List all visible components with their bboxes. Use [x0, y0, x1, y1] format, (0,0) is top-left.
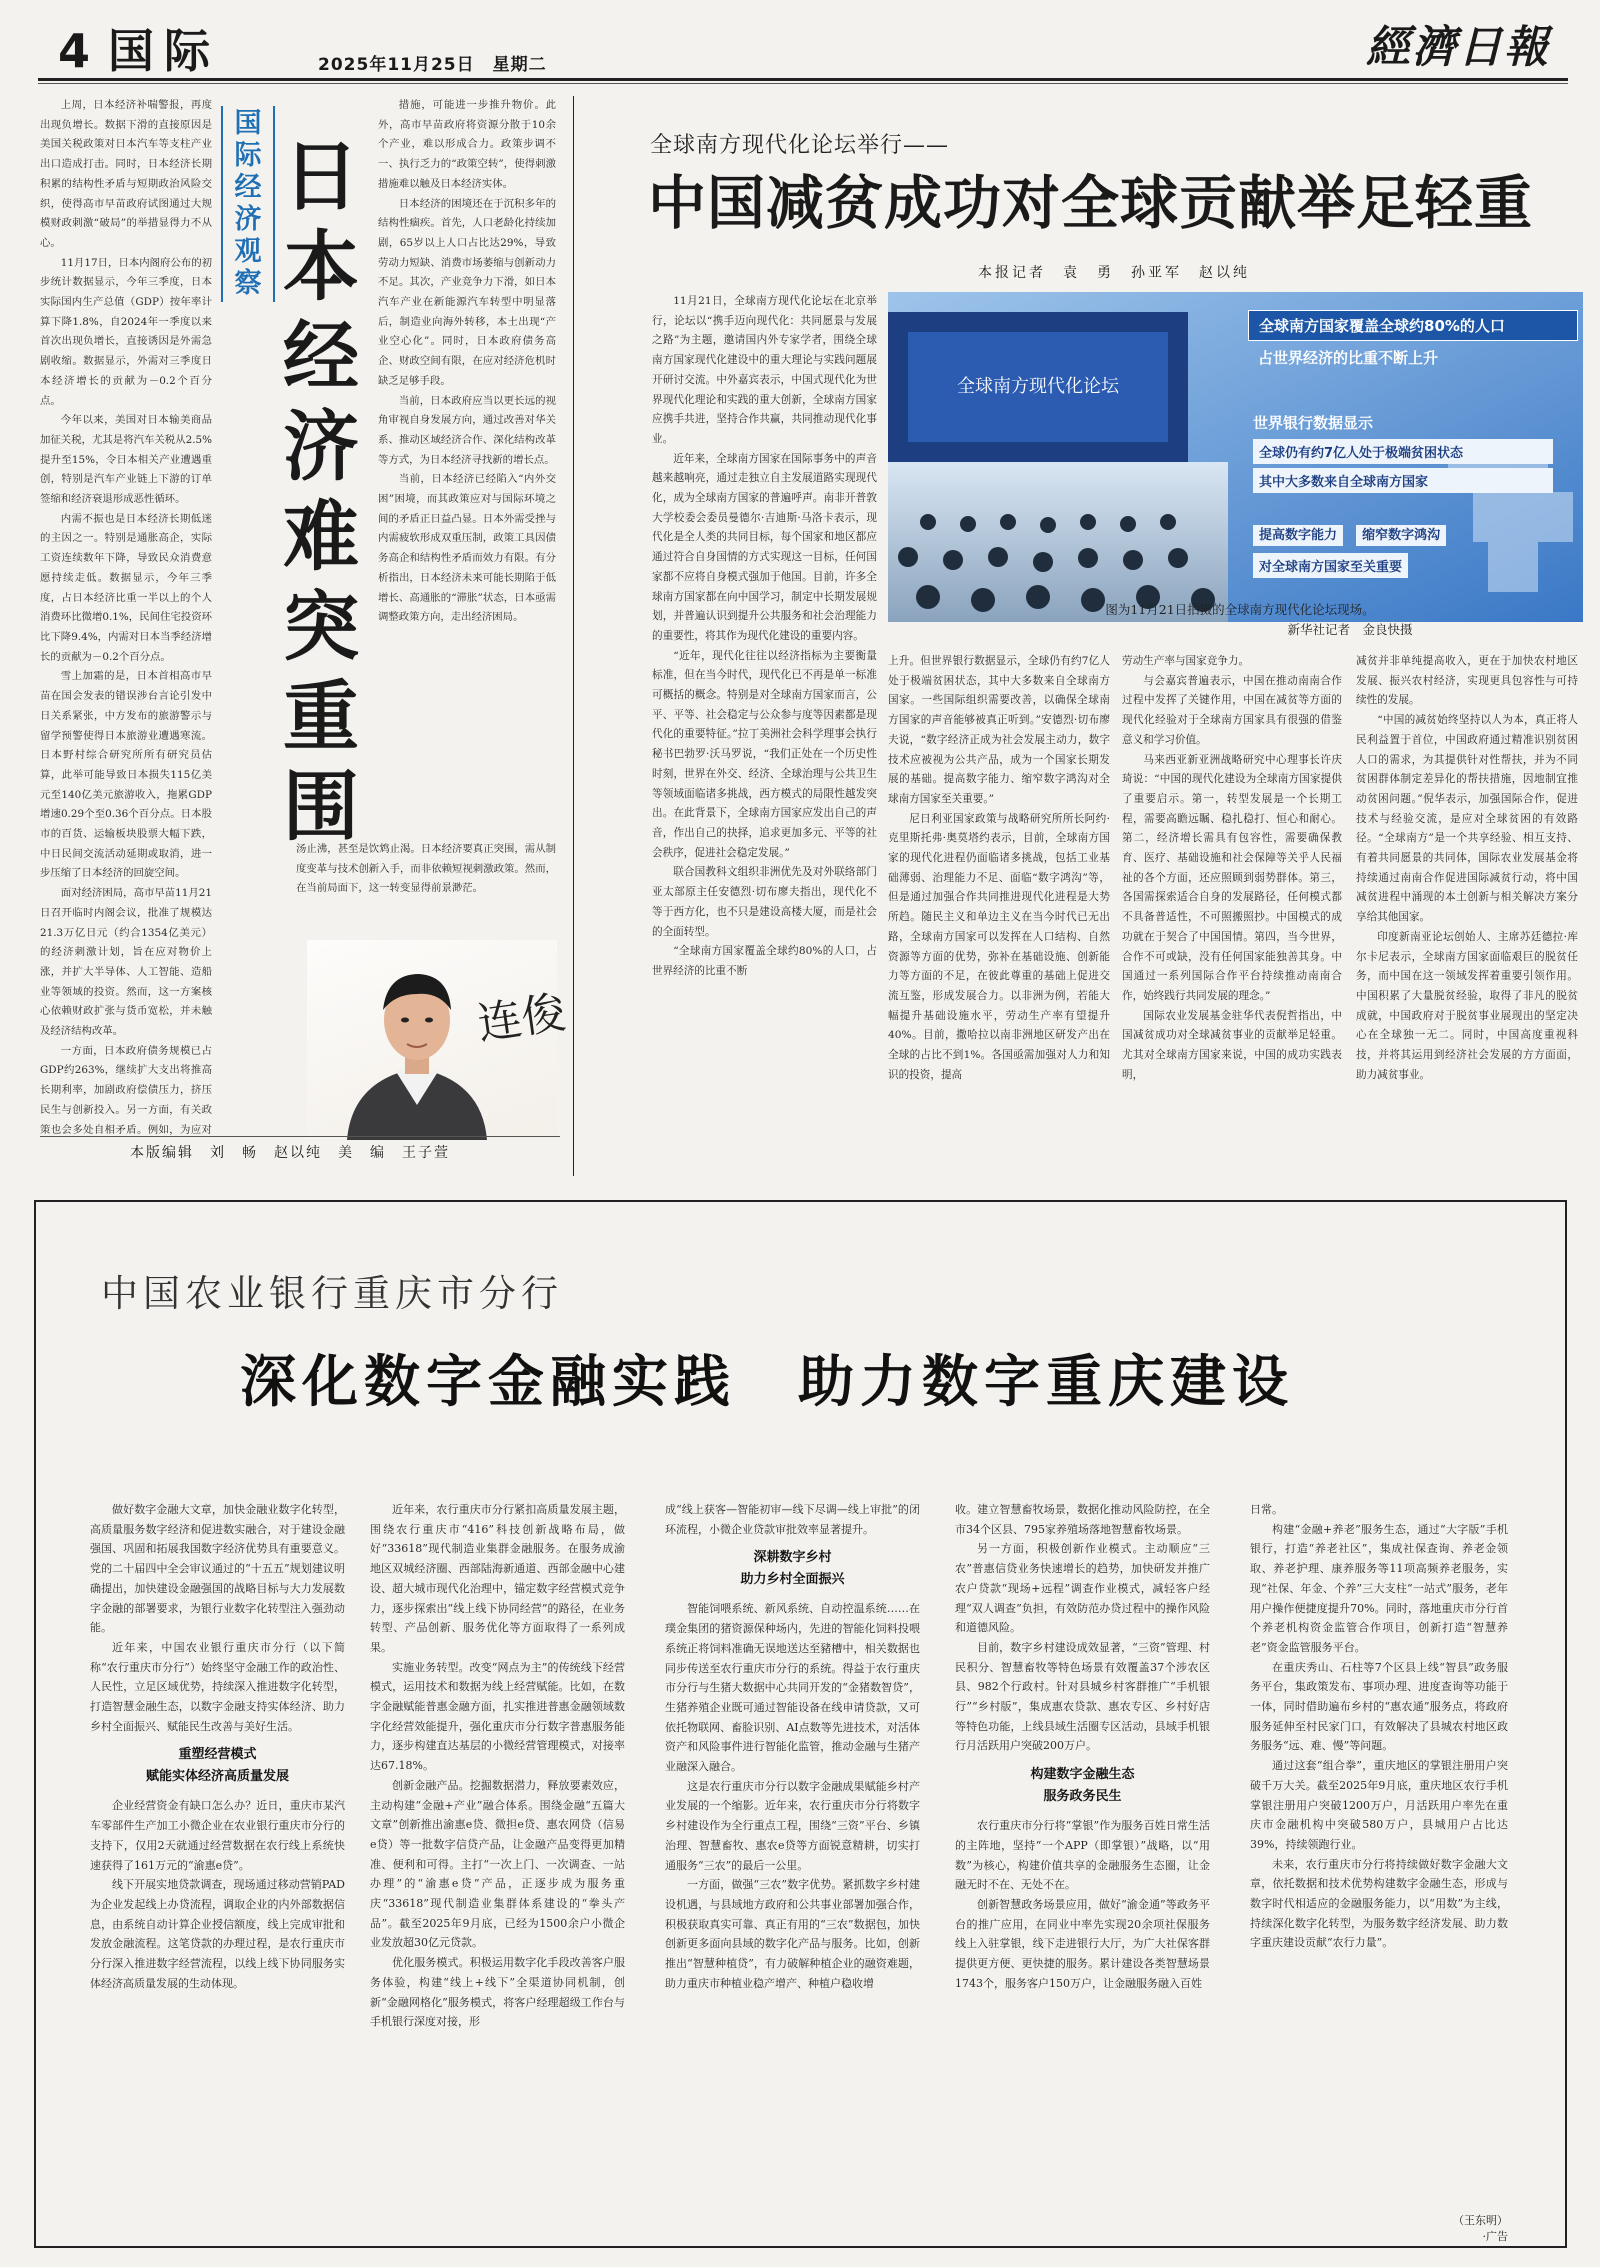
japan-bottom-rule — [40, 1136, 560, 1137]
column-kicker: 国际经济观察 — [221, 106, 275, 302]
paragraph: 上周，日本经济补喘警报，再度出现负增长。数据下滑的直接原因是美国关税政策对日本汽车等支柱产业出口造成打击。同时，日本经济长期积累的结构性矛盾与短期政治风险交织，使得高市早苗政府试图通过大规模财政刺激“破局”的举措显得力不从心。 — [40, 99, 212, 249]
poverty-kicker: 全球南方现代化论坛举行—— — [650, 133, 950, 158]
signature-text: （王东明） — [1453, 2214, 1508, 2227]
header-rule — [38, 78, 1568, 81]
paragraph: 优化服务模式。积极运用数字化手段改善客户服务体验，构建“线上+线下”全渠道协同机制，创新“金融网格化”服务模式，将客户经理超级工作台与手机银行深度对接，形 — [370, 1956, 625, 2029]
paragraph: 马来西亚新亚洲战略研究中心理事长许庆琦说：“中国的现代化建设为全球南方国家提供了重要启示。第一，转型发展是一个长期工程，需要高瞻远瞩、稳扎稳打、恒心和耐心。第二，经济增长需具有包容性，需要确保教育、医疗、基础设施和社会保障等关乎人民福祉的各个方面，还应照顾到弱势群体。第三，各国需探索适合自身的发展路径，任何模式都不具备普适性，不可照搬照抄。中国模式的成功就在于契合了中国国情。第四，当今世界，合作不可或缺，没有任何国家能独善其身。中国通过一系列国际合作平台持续推动南南合作，始终践行共同发展的理念。” — [1122, 753, 1342, 1002]
paragraph: 智能饲喂系统、新风系统、自动控温系统……在璞金集团的猪资源保种场内，先进的智能化饲料投喂系统正将饲料准确无误地送达至豬槽中，相关数据也同步传送至农行重庆市分行的系统。得益于农行重庆市分行与生猪大数据中心共同开发的“金猪数智贷”，生猪养殖企业既可通过智能设备在线申请贷款，又可依托物联网、畜脸识别、AI点数等先进技术，对活体资产和风险事件进行智能化监管，推动金融与生猪产业融深入融合。 — [665, 1602, 920, 1774]
subhead-line: 赋能实体经济高质量发展 — [145, 1769, 289, 1785]
poverty-column-a — [652, 292, 877, 1176]
banner-line-1: 全球南方国家覆盖全球约80%的人口 — [1248, 310, 1578, 341]
paragraph: 目前，数字乡村建设成效显著，“三资”管理、村民积分、智慧畜牧等特色场景有效覆盖37个涉农区县、982个行政村。针对县城乡村客群推广“手机银行”“乡村版”，集成惠农贷款、惠农专区、乡村好店等特色功能，上线县域生活圈专区活动，县域手机银行月活跃用户突破200万户。 — [955, 1640, 1210, 1753]
paragraph: 一方面，日本政府债务规模已占GDP约263%，继续扩大支出将推高长期利率，加剧政府偿债压力，挤压民生与创新投入。另一方面，有关政策也会多处自相矛盾。例如，为应对 — [40, 1044, 212, 1136]
ad-mark: ·广告 — [1482, 2230, 1508, 2243]
poverty-column-b — [888, 652, 1110, 1176]
poverty-byline: 本报记者 袁 勇 孙亚军 赵以纯 — [978, 265, 1250, 281]
paragraph: 劳动生产率与国家竞争力。 — [1122, 655, 1250, 667]
ad-title: 深化数字金融实践 助力数字重庆建设 — [240, 1349, 1294, 1415]
ad-subhead — [665, 1547, 920, 1591]
page-editor-credit: 本版编辑 刘 畅 赵以纯 美 编 王子萱 — [130, 1145, 450, 1161]
paragraph: 内需不振也是日本经济长期低迷的主因之一。特别是通胀高企，实际工资连续数年下降，导致民众消费意愿持续走低。数据显示，今年三季度，占日本经济比重一半以上的个人消费环比微增0.1%，民间住宅投资环比下降9.4%，内需对日本当季经济增长的贡献为－0.2个百分点。 — [40, 512, 212, 663]
paragraph: 创新智慧政务场景应用，做好“渝金通”等政务平台的推广应用，在同业中率先实现20余项社保服务线上入驻掌银，线下走进银行大厅，为广大社保客群提供更方便、更快捷的服务。累计建设各类智慧场景1743个，服务客户150万户，让金融服务融入百姓 — [955, 1897, 1210, 1990]
paragraph: 上升。但世界银行数据显示，全球仍有约7亿人处于极端贫困状态，其中大多数来自全球南方国家。一些国际组织需要改善，以确保全球南方国家的声音能够被真正听到。”安德烈·切布廖夫说，“数字经济正成为社会发展主动力，数字技术应被视为公共产品，成为一个国家长期发展的基础。提高数字能力、缩窄数字鸿沟对全球南方国家至关重要。” — [888, 655, 1110, 805]
paragraph: 在重庆秀山、石柱等7个区县上线“智县”政务服务平台，集政策发布、事项办理、进度查询等功能于一体，同时借助遍布乡村的“惠农通”服务点，将政府服务延伸至村民家门口，有效解决了县城农村地区政务服务“远、难、慢”等问题。 — [1250, 1660, 1508, 1753]
forum-photo — [888, 292, 1583, 622]
paragraph: 当前，日本经济已经陷入“内外交困”困境，而其政策应对与国际环境之间的矛盾正日益凸显。日本外需受挫与内需疲软形成双重压制，政策工具因债务高企和结构性矛盾而效力有限。有分析指出，日本经济未来可能长期陷于低增长、高通胀的“滞胀”状态，日本亟需调整政策方向，走出经济困局。 — [378, 473, 556, 624]
tag-row — [1253, 524, 1563, 578]
paragraph: 近年来，农行重庆市分行紧扣高质量发展主题，围绕农行重庆市“416”科技创新战略布局，做好“33618”现代制造业集群金融服务。在服务成渝地区双城经济圈、西部陆海新通道、西部金融中心建设、超大城市现代化治理中，锚定数字经营模式竞争力，逐步探索出“线上线下协同经营”的路径，在业务转型、产品创新、服务优化等方面取得了一系列成果。 — [370, 1503, 625, 1654]
ad-column-1 — [90, 1500, 345, 2212]
paragraph: 减贫并非单纯提高收入，更在于加快农村地区发展、振兴农村经济，实现更具包容性与可持续性的发展。 — [1356, 655, 1578, 707]
paragraph: 雪上加霜的是，日本首相高市早苗在国会发表的错误涉台言论引发中日关系紧张，中方发布的旅游警示与留学预警使得日本旅游业遭遇寒流。日本野村综合研究所所有研究员估算，此举可能导致日本损失115亿美元至140亿美元旅游收入，拖累GDP增速0.29个至0.36个百分点。日本股市的百货、运输板块股票大幅下跌，中日民间交流活动延期或取消，进一步压缩了日本经济的回旋空间。 — [40, 670, 212, 880]
paragraph: “近年，现代化往往以经济指标为主要衡量标准，但在当今时代，现代化已不再是单一标准可概括的概念。特别是对全球南方国家而言，公平、平等、社会稳定与公众参与度等因素都是现代化的重要特征。”拉丁美洲社会科学理事会执行秘书巴勃罗·沃马罗说，“我们正处在一个历史性时刻，世界在外交、经济、全球治理与公共卫生等领域面临诸多挑战，西方模式的局限性越发突出。在此背景下，全球南方国家应发出自己的声音，作出自己的抉择，追求更加多元、平等的社会秩序，促进社会稳定发展。” — [652, 649, 877, 859]
photo-tag: 提高数字能力 — [1253, 525, 1343, 546]
paragraph: 印度新南亚论坛创始人、主席苏廷德拉·库尔卡尼表示，全球南方国家面临艰巨的脱贫任务，而中国在这一领域发挥着重要引领作用。中国积累了大量脱贫经验，取得了非凡的脱贫成就，中国政府对于脱贫事业展现出的坚定决心在全球独一无二。同时，中国高度重视科技，并将其运用到经济社会发展的方方面面，助力减贫事业。 — [1356, 930, 1578, 1081]
paragraph: 国际农业发展基金驻华代表倪哲指出，中国减贫成功对全球减贫事业的贡献举足轻重。尤其对全球南方国家来说，中国的成功实践表明， — [1122, 1009, 1342, 1081]
paragraph: 农行重庆市分行将“掌银”作为服务百姓日常生活的主阵地，坚持“一个APP（即掌银）”战略，以“用数”为核心，构建价值共享的金融服务生态圈，让金融无时不在、无处不在。 — [955, 1819, 1210, 1892]
paragraph: 11月21日，全球南方现代化论坛在北京举行，论坛以“携手迈向现代化：共同愿景与发展之路”为主题，邀请国内外专家学者，围绕全球南方国家现代化建设中的重大理论与实践问题展开研讨交流。中外嘉宾表示，中国式现代化为世界现代化理论和实践的重大创新，全球南方国家应携手共进，坚持合作共赢，共同推动现代化事业。 — [652, 295, 877, 445]
subhead-line: 服务政务民生 — [1043, 1789, 1122, 1805]
paragraph: “全球南方国家覆盖全球约80%的人口，占世界经济的比重不断 — [652, 945, 877, 977]
paragraph: 措施，可能进一步推升物价。此外，高市早苗政府将资源分散于10余个产业，难以形成合力。政策步调不一、执行乏力的“政策空转”，使得刺激措施难以触及日本经济实体。 — [378, 99, 556, 190]
paragraph: 与会嘉宾普遍表示，中国在推动南南合作过程中发挥了关键作用，中国在减贫等方面的现代化经验对于全球南方国家具有很强的借鉴意义和学习价值。 — [1122, 674, 1342, 746]
ad-column-4 — [955, 1500, 1210, 2212]
subhead-line: 重塑经营模式 — [178, 1747, 257, 1763]
photo-tag: 缩窄数字鸿沟 — [1356, 525, 1446, 546]
paragraph: 汤止沸，甚至是饮鸩止渴。日本经济要真正突围，需从制度变革与技术创新入手，而非依赖短视刺激政策。然而，在当前局面下，这一转变显得前景渺茫。 — [296, 843, 556, 895]
section-title: 国际 — [108, 24, 220, 78]
paragraph: “中国的减贫始终坚持以人为本，真正将人民利益置于首位，中国政府通过精准识别贫困人口的需求，为其提供针对性帮扶，并为不同贫困群体制定差异化的帮扶措施，因地制宜推动贫困问题。”倪华表示，加强国际合作，促进技术与经验交流，是应对全球贫困的有效路径。“全球南方”是一个共享经验、相互支持、有着共同愿景的共同体，国际农业发展基金将持续通过南南合作促进国际减贫行动，将中国减贫进程中涌现的本土创新与相关解决方案分享给其他国家。 — [1356, 714, 1578, 924]
paragraph: 企业经营资金有缺口怎么办？近日，重庆市某汽车零部件生产加工小微企业在农业银行重庆市分行的支持下，仅用2天就通过经营数据在农行线上系统快速获得了161万元的“渝惠e贷”。 — [90, 1799, 345, 1872]
column-separator — [573, 96, 574, 1176]
ad-column-2 — [370, 1500, 625, 2212]
banner-line-2: 占世界经济的比重不断上升 — [1258, 349, 1439, 367]
data-box — [1253, 412, 1553, 493]
paragraph: 今年以来，美国对日本输美商品加征关税，尤其是将汽车关税从2.5%提升至15%，令日本相关产业遭遇重创，特别是汽车产业链上下游的订单签缩和经济衰退形成恶性循环。 — [40, 414, 212, 506]
photo-tag-last: 对全球南方国家至关重要 — [1253, 553, 1408, 578]
ad-signature — [1453, 2212, 1508, 2244]
paragraph: 尼日利亚国家政策与战略研究所所长阿约·克里斯托弗·奥莫塔约表示，目前，全球南方国家的现代化进程仍面临诸多挑战，包括工业基础薄弱、治理能力不足、面临“数字鸿沟”等，但是通过加强合作共同推进现代化进程是大势所趋。随民主义和单边主义在当今时代已无出路，全球南方国家可以发挥在人口结构、自然资源等方面的优势，弥补在基础设施、创新能力等方面的不足，在彼此尊重的基础上促进交流互鉴，形成发展合力。以非洲为例，若能大幅提升基础设施水平，劳动生产率有望提升40%。目前，撒哈拉以南非洲地区研发产出在全球的占比不到1%。各国亟需加强对人力和知识的投资，提高 — [888, 812, 1110, 1081]
page-number: 4 — [58, 24, 91, 78]
paragraph: 线下开展实地贷款调查，现场通过移动营销PAD为企业发起线上办贷流程，调取企业的内外部数据信息，由系统自动计算企业授信额度，线上完成审批和发放金融流程。这笔贷款的办理过程，是农行重庆市分行深入推进数字经营流程，以线上线下协同服务实体经济高质量发展的生动体现。 — [90, 1878, 345, 1990]
caption-text: 图为11月21日拍摄的全球南方现代化论坛现场。 — [1105, 602, 1375, 617]
newspaper-masthead: 經濟日報 — [1366, 22, 1550, 73]
photo-caption — [940, 600, 1540, 640]
issue-date: 2025年11月25日 星期二 — [318, 55, 547, 75]
poverty-column-c — [1122, 652, 1342, 1176]
paragraph: 近年来，全球南方国家在国际事务中的声音越来越响亮，通过走独立自主发展道路实现现代化，成为全球南方国家的普遍呼声。南非开普敦大学校委会委员曼德尔·吉迪斯·马洛卡表示，现代化是全人类的共同目标，每个国家和地区都应通过符合自身国情的方式实现这一目标，任何国家都不应将自身模式强加于他国。目前，许多全球南方国家都在向中国学习，制定中长期发展规划，并普遍认识到提升公共服务和社会治理能力的重要性，将其作为现代化建设的重要内容。 — [652, 452, 877, 642]
japan-column-1 — [40, 96, 212, 1141]
paragraph: 另一方面，积极创新作业模式。主动顺应“三农”普惠信贷业务快速增长的趋势，加快研发并推广农户贷款“现场+远程”调查作业模式，减轻客户经理“双人调查”负担，有效防范办贷过程中的操作风险和道德风险。 — [955, 1542, 1210, 1635]
paragraph: 成“线上获客—智能初审—线下尽调—线上审批”的闭环流程，小微企业贷款审批效率显著提升。 — [665, 1503, 920, 1536]
author-signature: 连俊 — [474, 987, 569, 1050]
data-box-title: 世界银行数据显示 — [1253, 414, 1374, 432]
japan-column-2 — [378, 96, 556, 836]
subhead-line: 深耕数字乡村 — [753, 1550, 832, 1566]
paragraph: 一方面，做强“三农”数字优势。紧抓数字乡村建设机遇，与县域地方政府和公共事业部署加强合作，积极获取真实可靠、真正有用的“三农”数据包，加快创新更多面向县域的数字化产品与服务。比如，创新推出“智慧种植贷”，有力破解种植企业的融资难题，助力重庆市种植业稳产增产、种植户稳收增 — [665, 1878, 920, 1990]
japan-column-tail — [296, 840, 556, 930]
data-box-line: 其中大多数来自全球南方国家 — [1253, 468, 1553, 493]
photo-banner — [1248, 310, 1578, 370]
ad-brand: 中国农业银行重庆市分行 — [101, 1272, 563, 1315]
header-rule-thin — [38, 83, 1568, 84]
paragraph: 实施业务转型。改变“网点为主”的传统线下经营模式，运用技术和数据为线上经营赋能。比如，在数字金融赋能普惠金融方面，扎实推进普惠金融领域数字化经营效能提升，强化重庆市分行数字普惠服务能力，逐步构建直达基层的小微经营管理模式，对接率达67.18%。 — [370, 1660, 625, 1773]
ad-column-5 — [1250, 1500, 1508, 2202]
paragraph: 当前，日本政府应当以更长远的视角审视自身发展方向，通过改善对华关系、推动区域经济合作、深化结构改革等方式，为日本经济寻找新的增长点。 — [378, 394, 556, 466]
ad-subhead — [955, 1764, 1210, 1808]
paragraph: 面对经济困局，高市早苗11月21日召开临时内阁会议，批准了规模达21.3万亿日元（约合1354亿美元）的经济刺激计划，旨在应对物价上涨，并扩大半导体、人工智能、造船业等领域的投资。然而，这一方案核心依赖财政扩张与货币宽松，并未触及经济结构改革。 — [40, 887, 212, 1038]
paragraph: 11月17日，日本内阁府公布的初步统计数据显示，今年三季度，日本实际国内生产总值（GDP）按年率计算下降1.8%，自2024年一季度以来首次出现负增长，直接诱因是外需急剧收缩。数据显示，外需对三季度日本经济增长的贡献为－0.2个百分点。 — [40, 256, 212, 407]
paragraph: 构建“金融+养老”服务生态，通过“大字版”手机银行，打造“养老社区”，集成社保查询、养老金领取、养老护理、康养服务等11项高频养老服务，实现“社保、年金、个养”三大支柱“一站式”服务，老年用户操作便捷度提升70%。同时，落地重庆市分行首个养老机构资金监管合作项目，创新打造“智慧养老”资金监管服务平台。 — [1250, 1522, 1508, 1654]
poverty-column-d — [1356, 652, 1578, 1176]
paragraph: 通过这套“组合拳”，重庆地区的掌银注册用户突破千万大关。截至2025年9月底，重庆地区农行手机掌银注册用户突破1200万户，月活跃用户率先在重庆市金融机构中突破580万户，县城用户占比达39%，持续领跑行业。 — [1250, 1759, 1508, 1851]
ad-subhead — [90, 1744, 345, 1788]
poverty-article-title: 中国减贫成功对全球贡献举足轻重 — [648, 169, 1534, 237]
photo-credit: 新华社记者 金良快摄 — [1287, 622, 1413, 637]
paragraph: 日本经济的困境还在于沉积多年的结构性痼疾。首先，人口老龄化持续加剧，65岁以上人口占比达29%，导致劳动力短缺、消费市场萎缩与创新动力不足。其次，产业竞争力下滑，如日本汽车产业在新能源汽车转型中明显落后，制造业向海外转移，本土出现“产业空心化”。同时，日本政府债务高企、财政空间有限，在应对经济危机时缺乏足够手段。 — [378, 197, 556, 387]
screen-text: 全球南方现代化论坛 — [957, 376, 1119, 397]
japan-article-title: 日本经济难突重围 — [283, 132, 359, 851]
paragraph: 这是农行重庆市分行以数字金融成果赋能乡村产业发展的一个缩影。近年来，农行重庆市分行将数字乡村建设作为全行重点工程，围绕“三资”平台、乡镇治理、智慧畜牧、惠农e贷等方面锐意精耕，切实打通服务“三农”的最后一公里。 — [665, 1779, 920, 1872]
paragraph: 未来，农行重庆市分行将持续做好数字金融大文章，依托数据和技术优势构建数字金融生态，形成与数字时代相适应的金融服务能力，以“用数”为主线，持续深化数字化转型，为服务数字经济发展、助力数字重庆建设贡献“农行力量”。 — [1250, 1857, 1508, 1950]
paragraph: 近年来，中国农业银行重庆市分行（以下简称“农行重庆市分行”）始终坚守金融工作的政治性、人民性，立足区域优势，持续深入推进数字化转型，打造智慧金融生态，以数字金融支持实体经济、助力乡村全面振兴、赋能民生改善与美好生活。 — [90, 1640, 345, 1733]
subhead-line: 助力乡村全面振兴 — [740, 1572, 845, 1588]
data-box-line: 全球仍有约7亿人处于极端贫困状态 — [1253, 439, 1553, 464]
ad-column-3 — [665, 1500, 920, 2212]
paragraph: 收。建立智慧畜牧场景，数据化推动风险防控，在全市34个区县、795家养殖场落地智慧畜牧场景。 — [955, 1503, 1210, 1536]
paragraph: 日常。 — [1250, 1503, 1283, 1516]
subhead-line: 构建数字金融生态 — [1030, 1767, 1135, 1783]
paragraph: 做好数字金融大文章，加快金融业数字化转型，高质量服务数字经济和促进数实融合，对于建设金融强国、巩固和拓展我国数字经济优势具有重要意义。党的二十届四中全会审议通过的“十五五”规划建议明确提出，加快建设金融强国的战略目标与大力发展数字金融的部署要求，为银行业数字化转型注入强劲动能。 — [90, 1503, 345, 1635]
paragraph: 联合国教科文组织非洲优先及对外联络部门亚太部原主任安德烈·切布廖夫指出，现代化不等于西方化，也不只是建设高楼大厦，而是社会的全面转型。 — [652, 866, 877, 938]
paragraph: 创新金融产品。挖掘数据潜力，释放要素效应，主动构建“金融+产业”融合体系。围绕金融“五篇大文章”创新推出渝惠e贷、微担e贷、惠农网贷（信易e贷）等一批数字信贷产品，让金融产品变得更加精准、便利和可得。主打“一次上门、一次调查、一站办理”的“渝惠e贷”产品，正逐步成为服务重庆“33618”现代制造业集群体系建设的“拳头产品”。截至2025年9月底，已经为1500余户小微企业发放超30亿元贷款。 — [370, 1778, 625, 1950]
